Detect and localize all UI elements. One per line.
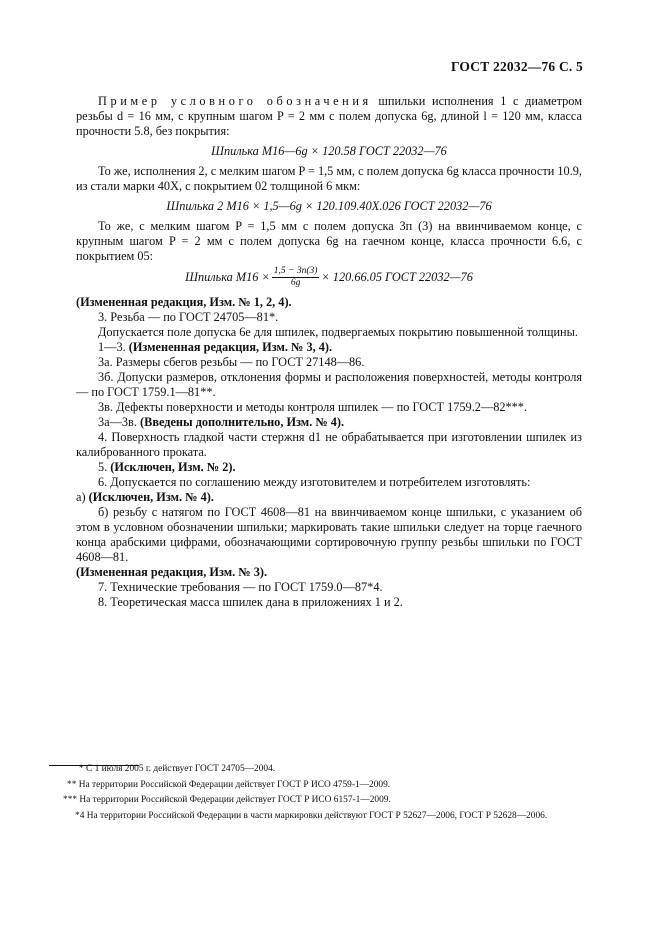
item-6a-note: (Исключен, Изм. № 4). — [88, 490, 214, 504]
item-1-3-num: 1—3. — [98, 340, 129, 354]
item-7: 7. Технические требования — по ГОСТ 1759.0—87*4. — [98, 580, 383, 594]
footnotes — [49, 762, 585, 824]
example-paragraph — [76, 94, 582, 139]
formula-3-fraction — [272, 266, 320, 289]
formula-3-denominator: 6g — [290, 278, 301, 288]
formula-2: Шпилька 2 М16 × 1,5—6g × 120.109.40X.026 ГОСТ 22032—76 — [166, 199, 492, 213]
item-8: 8. Теоретическая масса шпилек дана в приложениях 1 и 2. — [98, 595, 403, 609]
item-6a — [76, 490, 582, 505]
page-header: ГОСТ 22032—76 С. 5 — [450, 59, 583, 74]
item-5-note: (Исключен, Изм. № 2). — [110, 460, 236, 474]
example-text: шпильки исполнения 1 с диаметром резьбы d = 16 мм, с крупным шагом P = 2 мм с полем допуска 6g, длиной l = 120 мм, класса прочности 5.8, без покрытия: — [76, 94, 582, 138]
item-3-tolerance: Допускается поле допуска 6е для шпилек, подвергаемых покрытию повышенной толщины. — [98, 325, 578, 339]
item-5 — [76, 460, 582, 475]
formula-3-prefix: Шпилька М16 × — [185, 270, 270, 284]
item-3b: 3б. Допуски размеров, отклонения формы и расположения поверхностей, методы контроля — по ГОСТ 1759.1—81**. — [76, 370, 582, 399]
item-3a-3v-note: (Введены дополнительно, Изм. № 4). — [140, 415, 345, 429]
amendment-note-1: (Измененная редакция, Изм. № 1, 2, 4). — [76, 295, 292, 309]
item-3: 3. Резьба — по ГОСТ 24705—81*. — [98, 310, 279, 324]
item-3v: 3в. Дефекты поверхности и методы контроля шпилек — по ГОСТ 1759.2—82***. — [98, 400, 528, 414]
item-3a: 3а. Размеры сбегов резьбы — по ГОСТ 27148—86. — [98, 355, 365, 369]
footnote-4: *4 На территории Российской Федерации в части маркировки действуют ГОСТ Р 52627—2006, ГОСТ Р 52628—2006. — [75, 810, 548, 821]
paragraph-variant-2: То же, исполнения 2, с мелким шагом P = 1,5 мм, с полем допуска 6g класса прочности 10.9, из стали марки 40X, с покрытием 02 толщиной 6 мкм: — [76, 164, 582, 193]
formula-3-numerator: 1,5 − 3п(3) — [273, 266, 318, 276]
item-1-3-note: (Измененная редакция, Изм. № 3, 4). — [128, 340, 333, 354]
footnote-1: * С 1 июля 2005 г. действует ГОСТ 24705—2004. — [79, 764, 276, 774]
formula-1: Шпилька М16—6g × 120.58 ГОСТ 22032—76 — [211, 144, 447, 158]
item-5-num: 5. — [98, 460, 111, 474]
formula-3-suffix: × 120.66.05 ГОСТ 22032—76 — [321, 270, 473, 284]
item-6a-num: а) — [76, 490, 89, 504]
example-lead: Пример условного обозначения — [98, 94, 372, 108]
item-3a-3v-num: 3а—3в. — [98, 415, 141, 429]
item-3a-3v — [76, 415, 582, 430]
paragraph-variant-3: То же, с мелким шагом P = 1,5 мм с полем допуска 3п (3) на ввинчиваемом конце, с крупным шагом P = 2 мм с полем допуска 6g на гаечном конце, класса прочности 6.6, с покрытием 05: — [76, 219, 582, 263]
item-4: 4. Поверхность гладкой части стержня d1 не обрабатывается при изготовлении шпилек из калиброванного проката. — [76, 430, 582, 459]
item-1-3 — [76, 340, 582, 355]
footnote-3: *** На территории Российской Федерации действует ГОСТ Р ИСО 6157-1—2009. — [63, 795, 391, 805]
amendment-note-3: (Измененная редакция, Изм. № 3). — [76, 565, 268, 579]
document-body — [76, 94, 582, 610]
item-6: 6. Допускается по соглашению между изготовителем и потребителем изготовлять: — [98, 475, 531, 489]
item-6b: б) резьбу с натягом по ГОСТ 4608—81 на ввинчиваемом конце шпильки, с указанием об этом в условном обозначении шпильки; маркировать такие шпильки следует на торце гаечного конца арабскими цифрами, обозначающими сортировочную группу резьбы шпильки по ГОСТ 4608—81. — [76, 505, 582, 564]
footnote-2: ** На территории Российской Федерации действует ГОСТ Р ИСО 4759-1—2009. — [67, 779, 391, 790]
formula-3 — [76, 266, 582, 289]
